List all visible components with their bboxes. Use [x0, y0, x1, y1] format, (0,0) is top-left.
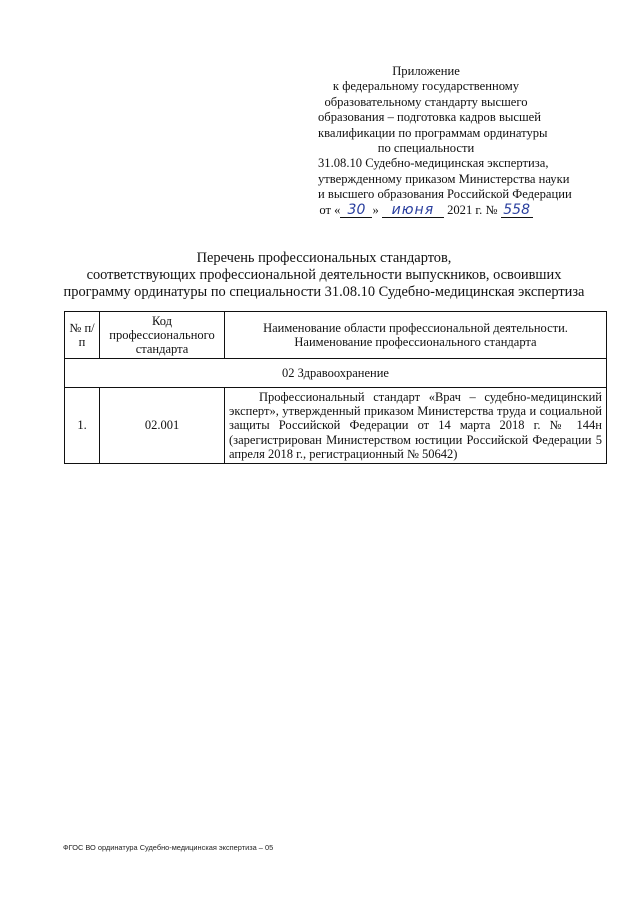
header-code: Код профессионального стандарта — [100, 312, 225, 359]
table-row — [65, 388, 607, 464]
appendix-block — [318, 64, 572, 218]
document-heading — [40, 250, 608, 301]
heading-line: программу ординатуры по специальности 31.08.10 Судебно-медицинская экспертиза — [63, 284, 585, 300]
row-num: 1. — [65, 388, 100, 464]
date-prefix: от « — [319, 202, 341, 217]
date-year: 2021 г. № — [447, 202, 498, 217]
handwritten-order-number: 558 — [501, 203, 533, 218]
order-date-line — [318, 203, 534, 218]
page-footer: ФГОС ВО ординатура Судебно-медицинская экспертиза – 05 — [63, 843, 274, 852]
header-name-line1: Наименование области профессиональной деятельности. — [263, 321, 568, 335]
appendix-line: к федеральному государственному — [332, 79, 520, 94]
appendix-line: и высшего образования Российской Федерации — [318, 187, 572, 202]
appendix-line: Приложение — [392, 64, 460, 78]
handwritten-month: июня — [382, 203, 444, 218]
appendix-line: квалификации по программам ординатуры — [318, 125, 548, 140]
appendix-line: образования – подготовка кадров высшей — [318, 110, 541, 125]
appendix-line: утвержденному приказом Министерства науки — [318, 171, 570, 186]
appendix-line: по специальности — [377, 141, 475, 156]
row-code: 02.001 — [100, 388, 225, 464]
area-row — [65, 359, 607, 388]
table-header-row — [65, 312, 607, 359]
area-cell: 02 Здравоохранение — [65, 359, 607, 388]
header-num: № п/п — [65, 312, 100, 359]
heading-line: соответствующих профессиональной деятельности выпускников, освоивших — [86, 267, 562, 283]
date-mid: » — [372, 202, 379, 217]
header-name-line2: Наименование профессионального стандарта — [294, 335, 537, 349]
row-description: Профессиональный стандарт «Врач – судебно-медицинский эксперт», утвержденный приказом Министерства труда и социальной защиты Российской Федерации от 14 марта 2018 г. № 144н (зарегистрирован Министерством юстиции Российской Федерации 5 апреля 2018 г., регистрационный № 50642) — [225, 388, 607, 464]
appendix-line: образовательному стандарту высшего — [324, 94, 528, 109]
heading-line: Перечень профессиональных стандартов, — [196, 250, 452, 266]
appendix-line: 31.08.10 Судебно-медицинская экспертиза, — [318, 156, 549, 171]
standards-table — [64, 311, 607, 464]
handwritten-day: 30 — [340, 203, 372, 218]
header-name — [225, 312, 607, 359]
